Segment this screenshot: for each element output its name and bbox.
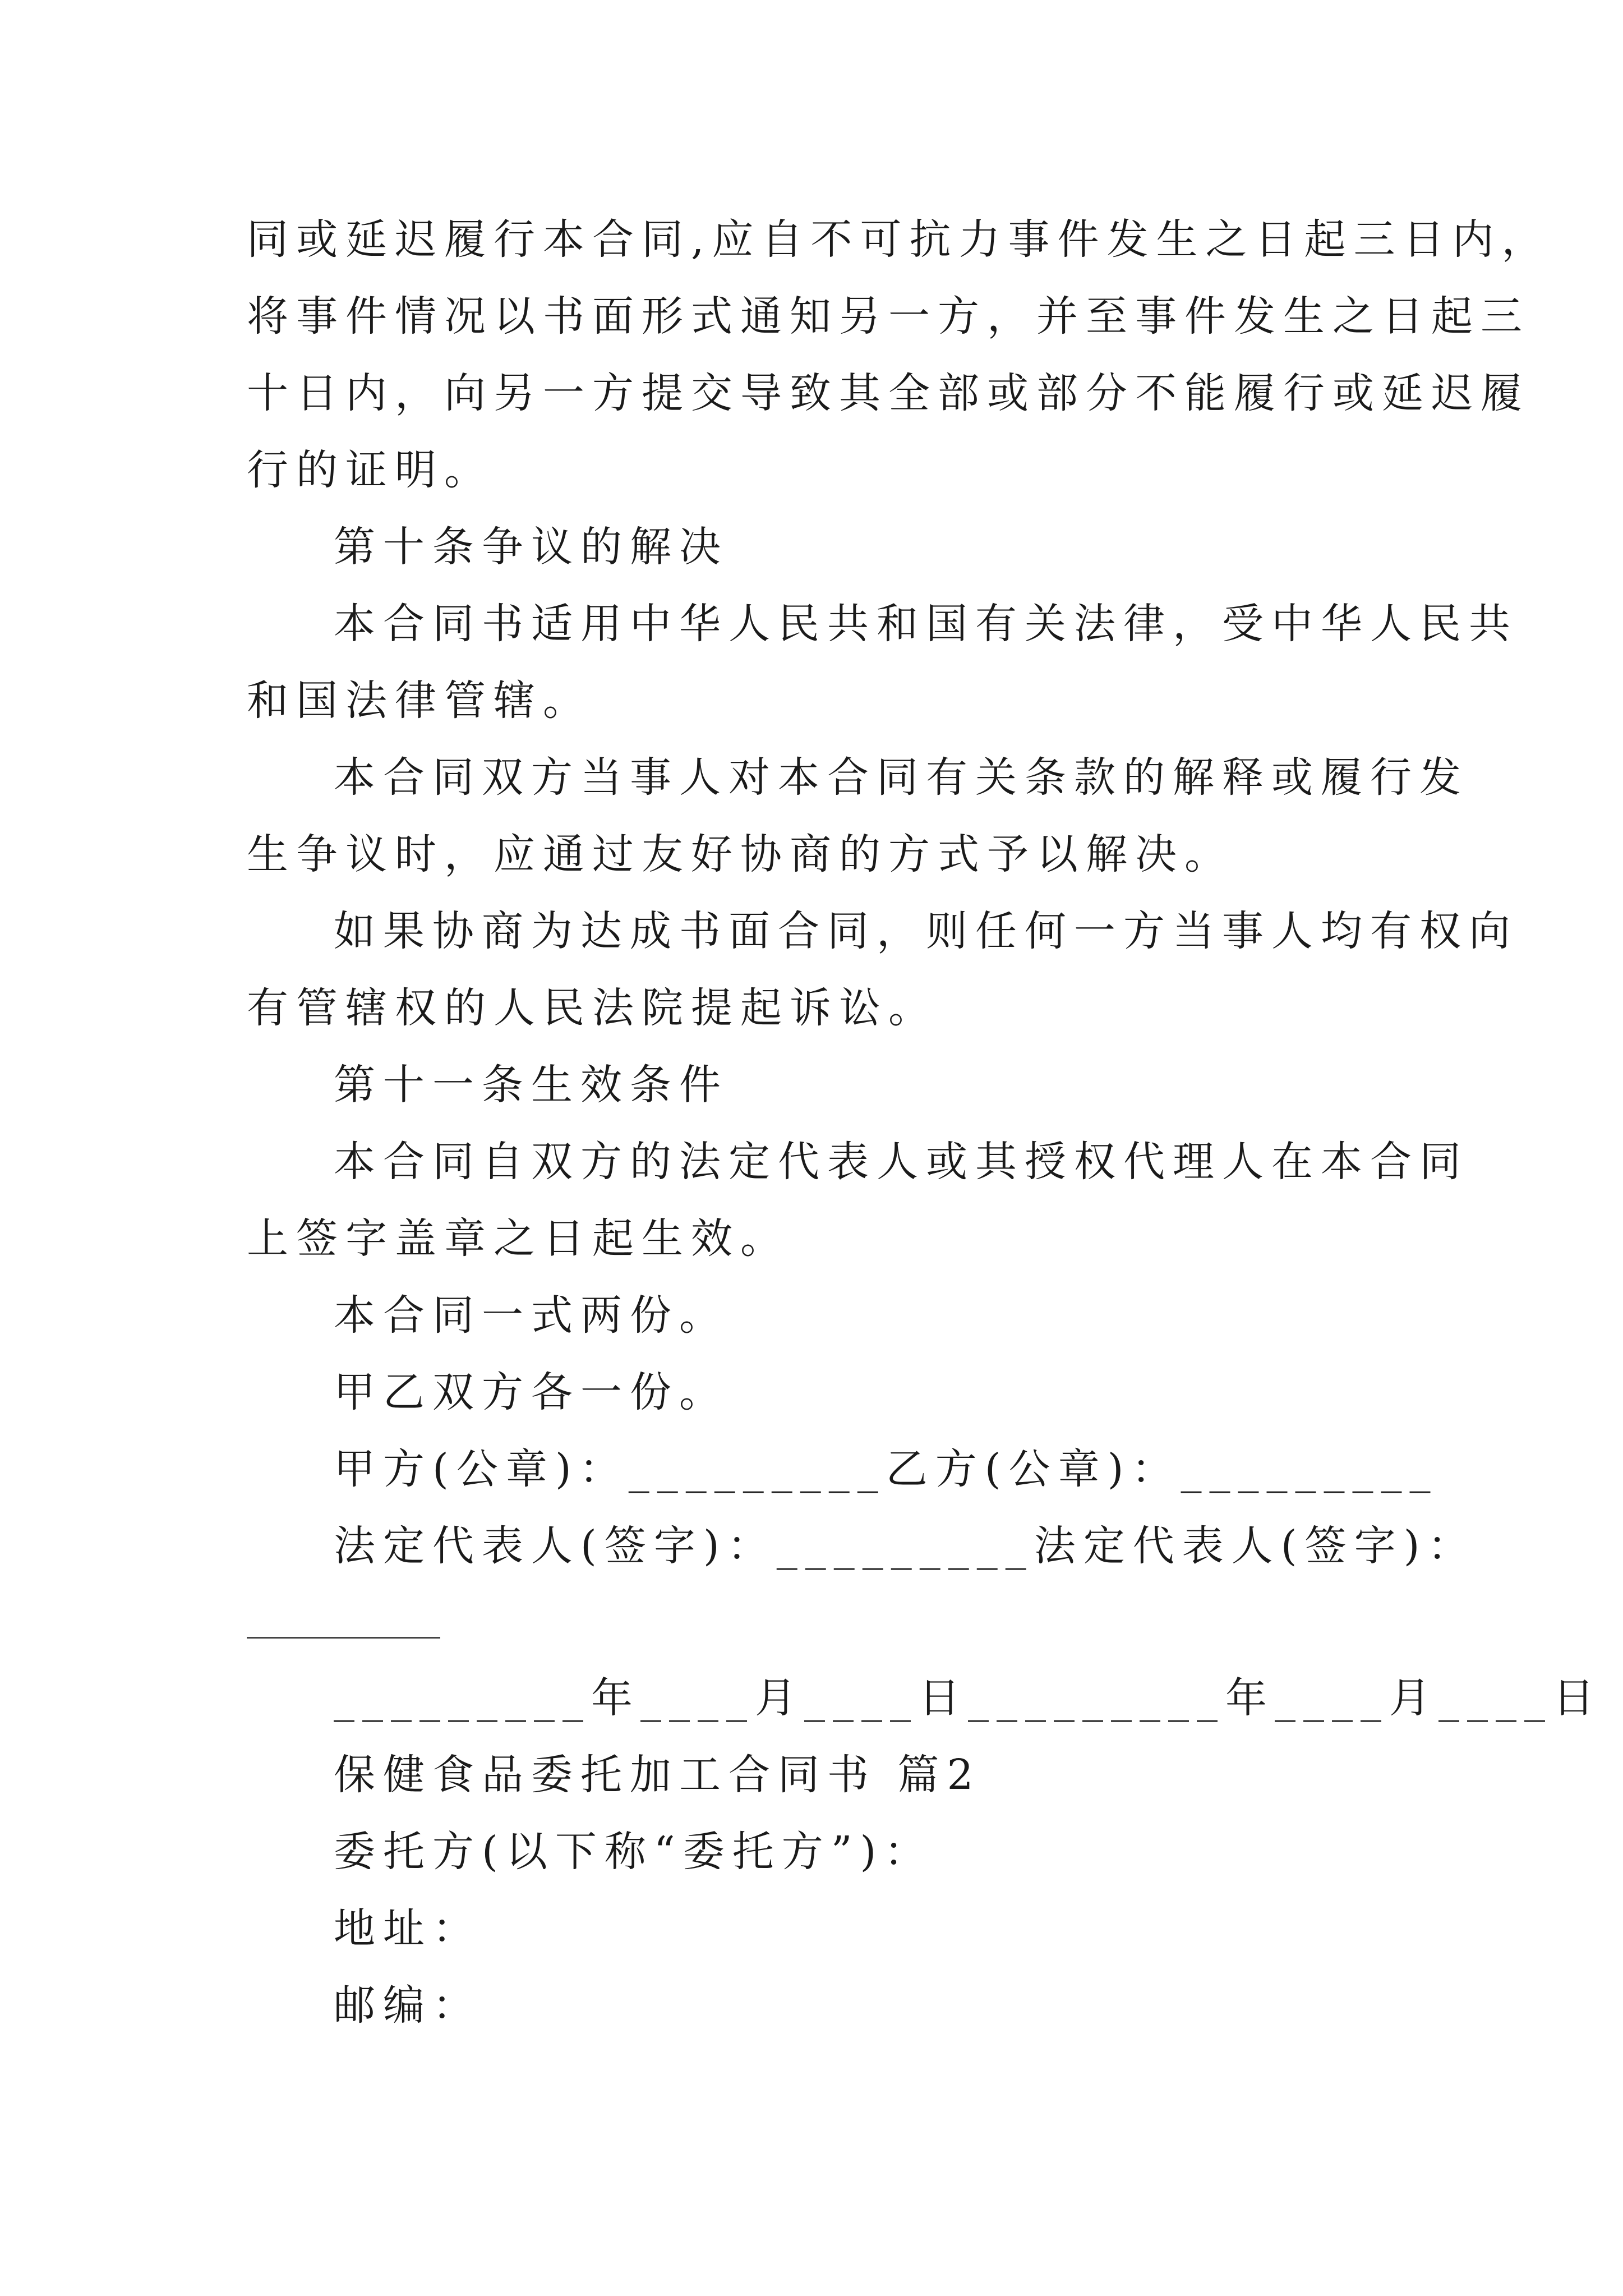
- body-text-line: 有管辖权的人民法院提起诉讼。: [247, 984, 938, 1032]
- signature-line: 法定代表人(签字)：_________法定代表人(签字)：: [334, 1522, 1477, 1570]
- body-text-line: 本合同自双方的法定代表人或其授权代理人在本合同: [334, 1138, 1469, 1186]
- section-heading: 第十一条生效条件: [334, 1061, 728, 1109]
- body-text-line: 上签字盖章之日起生效。: [247, 1214, 790, 1263]
- body-text-line: 和国法律管辖。: [247, 677, 592, 725]
- body-text-line: 本合同双方当事人对本合同有关条款的解释或履行发: [334, 753, 1469, 802]
- body-text-line: 同或延迟履行本合同,应自不可抗力事件发生之日起三日内，: [247, 215, 1551, 264]
- field-label-address: 地址：: [334, 1904, 482, 1953]
- field-label-postcode: 邮编：: [334, 1981, 482, 2030]
- body-text-line: 甲乙双方各一份。: [334, 1368, 728, 1416]
- body-text-line: 行的证明。: [247, 446, 494, 494]
- body-text-line: 十日内，向另一方提交导致其全部或部分不能履行或延迟履: [247, 369, 1530, 417]
- body-text-line: 生争议时，应通过友好协商的方式予以解决。: [247, 830, 1234, 878]
- date-line: _________年____月____日_________年____月____日: [334, 1674, 1602, 1722]
- document-title: 保健食品委托加工合同书 篇2: [334, 1751, 981, 1799]
- seal-line: 甲方(公章)：_________乙方(公章)：_________: [334, 1445, 1438, 1493]
- body-text-line: 如果协商为达成书面合同，则任何一方当事人均有权向: [334, 907, 1518, 955]
- body-text-line: 委托方(以下称“委托方”)：: [334, 1828, 934, 1876]
- signature-blank-underline: [247, 1637, 440, 1639]
- body-text-line: 本合同一式两份。: [334, 1291, 728, 1340]
- body-text-line: 将事件情况以书面形式通知另一方，并至事件发生之日起三: [247, 292, 1530, 341]
- body-text-line: 本合同书适用中华人民共和国有关法律，受中华人民共: [334, 600, 1518, 648]
- section-heading: 第十条争议的解决: [334, 523, 728, 571]
